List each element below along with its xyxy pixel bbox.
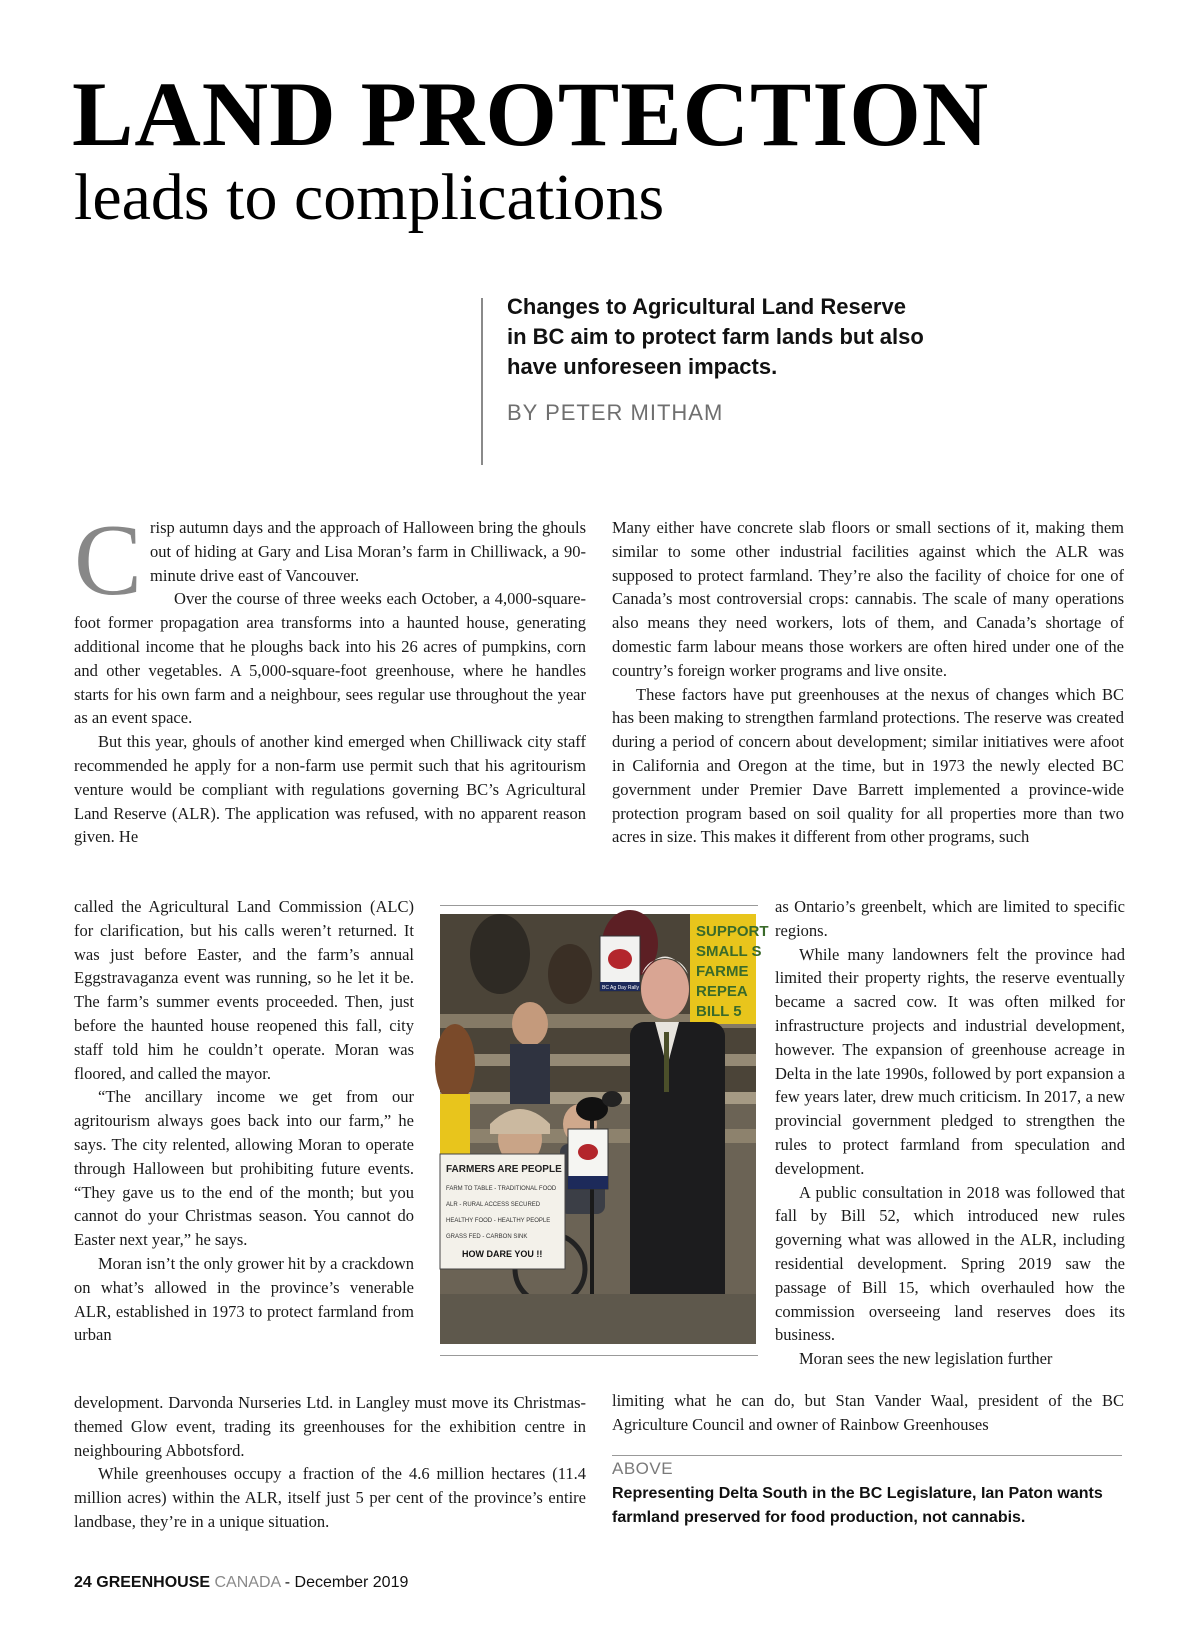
drop-cap: C (74, 504, 143, 617)
sign-line: REPEA (696, 983, 748, 1000)
article-deck (481, 294, 927, 465)
paragraph: “The ancillary income we get from our agritourism always goes back into our farm,” he says. The city relented, allowing Moran to operate through Halloween but prohibiting future events. “They gave us to the end of the month; but you cannot do your Christmas season. You cannot do Easter next year,” he says. (74, 1087, 414, 1250)
column-right-top (612, 516, 1124, 849)
paragraph: development. Darvonda Nurseries Ltd. in Langley must move its Christmas-themed Glow event, trading its greenhouses for the exhibition centre in neighbouring Abbotsford. (74, 1393, 586, 1460)
placard-line: ALR - RURAL ACCESS SECURED (446, 1202, 541, 1208)
poster-label: BC Ag Day Rally (602, 985, 639, 991)
caption-rule (612, 1455, 1122, 1456)
column-left-top (74, 504, 586, 849)
brand-suffix: CANADA (214, 1574, 281, 1591)
sign-line: SMALL S (696, 943, 762, 960)
deck-text: Changes to Agricultural Land Reserve in BC aim to protect farm lands but also have unforeseen impacts. (507, 294, 924, 379)
paragraph: But this year, ghouls of another kind emerged when Chilliwack city staff recommended he apply for a non-farm use permit such that his agritourism venture would be compliant with regulations governing BC’s Agricultural Land Reserve (ALR). The application was refused, with no apparent reason given. He (74, 732, 586, 847)
placard-title: FARMERS ARE PEOPLE (446, 1164, 562, 1175)
article-photo (440, 914, 769, 1344)
paragraph: as Ontario’s greenbelt, which are limited to specific regions. (775, 897, 1125, 940)
paragraph: A public consultation in 2018 was followed that fall by Bill 52, which introduced new rules governing what was allowed in the ALR, including residential development. Spring 2019 saw the passage of Bill 15, which overhauled how the commission overseeing land reserves does its business. (775, 1182, 1125, 1345)
photo-illustration (440, 914, 769, 1344)
article-title: LAND PROTECTION (72, 63, 990, 165)
sign-line: FARME (696, 963, 749, 980)
paragraph: These factors have put greenhouses at the nexus of changes which BC has been making to strengthen farmland protections. The reserve was created during a period of concern about development; similar initiatives were afoot in California and Oregon at the time, but in 1973 the newly elected BC government under Premier Dave Barrett implemented a province-wide protection program based on soil quality for all properties more than two acres in size. This makes it different from other programs, such (612, 684, 1124, 847)
byline: BY PETER MITHAM (507, 400, 724, 425)
page-footer (74, 1574, 408, 1592)
column-left-bottom (74, 1391, 586, 1534)
column-left-middle (74, 895, 414, 1347)
article-subtitle: leads to complications (74, 161, 665, 234)
issue-date: - December 2019 (284, 1574, 409, 1591)
placard-line: HOW DARE YOU !! (462, 1249, 543, 1259)
photo-rule-top (440, 905, 758, 906)
placard-line: FARM TO TABLE - TRADITIONAL FOOD (446, 1186, 557, 1192)
paragraph: Crisp autumn days and the approach of Halloween bring the ghouls out of hiding at Gary and Lisa Moran’s farm in Chilliwack, a 90-minute drive east of Vancouver. (74, 504, 586, 617)
paragraph: While many landowners felt the province had limited their property rights, the reserve eventually became a sacred cow. It was often milked for infrastructure projects and industrial development, however. The expansion of greenhouse acreage in Delta in the late 1990s, followed by port expansion a few years later, drew much criticism. In 2017, a new provincial government pledged to strengthen the rules to protect farmland from speculation and development. (775, 944, 1125, 1178)
placard-line: GRASS FED - CARBON SINK (446, 1234, 528, 1240)
paragraph: Over the course of three weeks each October, a 4,000-square-foot former propagation area transforms into a haunted house, generating additional income that he ploughs back into his 26 acres of pumpkins, corn and other vegetables. A 5,000-square-foot greenhouse, where he handles starts for his own farm and a neighbour, sees regular use throughout the year as an event space. (74, 589, 586, 728)
paragraph: called the Agricultural Land Commission (ALC) for clarification, but his calls weren’t returned. It was just before Easter, and the farm’s annual Eggstravaganza event was running, so he let it be. The farm’s summer events proceeded. Then, just before the haunted house reopened this fall, city staff told him he couldn’t operate. Moran was floored, and called the mayor. (74, 897, 414, 1083)
photo-rule-bottom (440, 1355, 758, 1356)
paragraph: limiting what he can do, but Stan Vander Waal, president of the BC Agriculture Council and owner of Rainbow Greenhouses (612, 1391, 1124, 1434)
paragraph: Many either have concrete slab floors or small sections of it, making them similar to some other industrial facilities against which the ALR was supposed to protect farmland. They’re also the facility of choice for one of Canada’s most controversial crops: cannabis. The scale of many operations also means they need workers, lots of them, and Canada’s shortage of domestic farm labour means those workers are often hired under one of the country’s foreign worker programs and live onsite. (612, 518, 1124, 680)
brand-name: GREENHOUSE (96, 1574, 211, 1591)
placard-line: HEALTHY FOOD - HEALTHY PEOPLE (446, 1218, 551, 1224)
column-right-bottom (612, 1389, 1124, 1437)
paragraph: Moran isn’t the only grower hit by a crackdown on what’s allowed in the province’s venerable ALR, established in 1973 to protect farmland from urban (74, 1253, 414, 1345)
page-number: 24 (74, 1574, 92, 1591)
caption-text: Representing Delta South in the BC Legislature, Ian Paton wants farmland preserved for food production, not cannabis. (612, 1485, 1103, 1526)
sign-line: SUPPORT (696, 923, 769, 940)
column-right-middle (775, 895, 1125, 1371)
sign-line: BILL 5 (696, 1003, 742, 1020)
paragraph: Moran sees the new legislation further (799, 1349, 1053, 1369)
caption-label: ABOVE (612, 1459, 674, 1478)
paragraph: While greenhouses occupy a fraction of the 4.6 million hectares (11.4 million acres) within the ALR, itself just 5 per cent of the province’s entire landbase, they’re in a unique situation. (74, 1464, 586, 1531)
